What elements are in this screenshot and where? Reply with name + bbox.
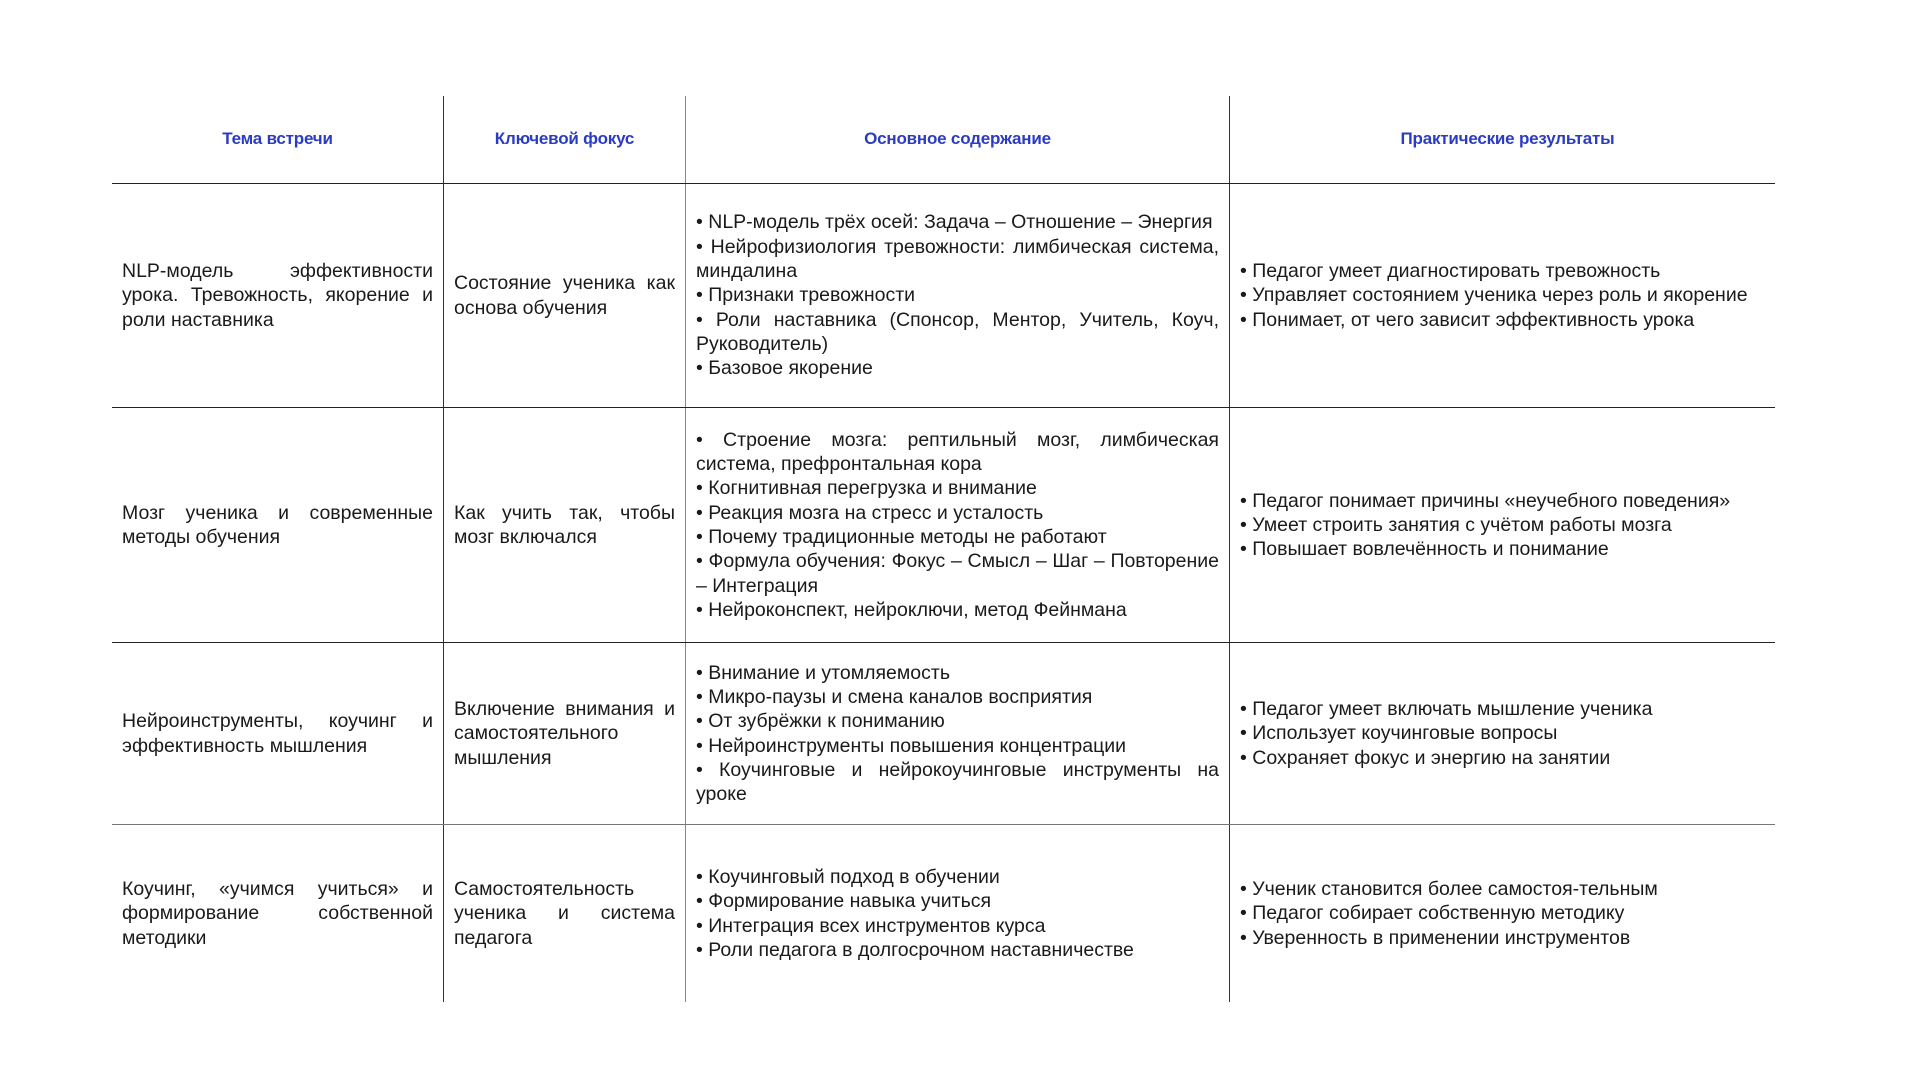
- content-item: • Нейрофизиология тревожности: лимбическая система, миндалина: [696, 235, 1219, 283]
- header-label: Тема встречи: [222, 129, 333, 149]
- header-results: [1230, 96, 1775, 183]
- table-row: [112, 408, 1775, 643]
- focus-text: Как учить так, чтобы мозг включался: [454, 501, 675, 548]
- content-item: • Нейроконспект, нейроключи, метод Фейнмана: [696, 598, 1127, 621]
- focus-text: Состояние ученика как основа обучения: [454, 272, 675, 319]
- topic-cell: [112, 825, 444, 1002]
- content-item: • Коучинговый подход в обучении: [696, 865, 1000, 888]
- result-item: • Уверенность в применении инструментов: [1240, 926, 1631, 949]
- focus-cell: [444, 643, 686, 824]
- result-item: • Повышает вовлечённость и понимание: [1240, 538, 1609, 561]
- content-item: • Реакция мозга на стресс и усталость: [696, 501, 1044, 524]
- result-item: • Ученик становится более самостоя-тельным: [1240, 878, 1658, 901]
- content-item: • Коучинговые и нейрокоучинговые инструменты на уроке: [696, 758, 1219, 806]
- table-row: [112, 184, 1775, 408]
- result-item: • Умеет строить занятия с учётом работы мозга: [1240, 513, 1672, 536]
- header-label: Основное содержание: [864, 129, 1051, 149]
- content-item: • Признаки тревожности: [696, 284, 916, 307]
- content-item: • Почему традиционные методы не работают: [696, 526, 1107, 548]
- result-item: • Педагог собирает собственную методику: [1240, 902, 1625, 925]
- result-item: • Педагог умеет включать мышление ученика: [1240, 698, 1653, 721]
- focus-cell: [444, 184, 686, 407]
- result-item: • Сохраняет фокус и энергию на занятии: [1240, 746, 1611, 769]
- header-topic: [112, 96, 444, 183]
- result-item: • Использует коучинговые вопросы: [1240, 722, 1558, 745]
- focus-cell: [444, 825, 686, 1002]
- results-cell: [1230, 825, 1775, 1002]
- topic-text: Мозг ученика и современные методы обучения: [122, 501, 433, 548]
- content-item: • Микро-паузы и смена каналов восприятия: [696, 685, 1093, 708]
- content-item: • NLP-модель трёх осей: Задача – Отношение – Энергия: [696, 211, 1213, 234]
- result-item: • Педагог умеет диагностировать тревожность: [1240, 260, 1661, 283]
- content-item: • Когнитивная перегрузка и внимание: [696, 477, 1037, 500]
- program-table: [112, 96, 1775, 1002]
- content-item: • Интеграция всех инструментов курса: [696, 914, 1046, 937]
- results-cell: [1230, 643, 1775, 824]
- results-cell: [1230, 408, 1775, 642]
- topic-cell: [112, 184, 444, 407]
- content-item: • Формирование навыка учиться: [696, 890, 992, 913]
- topic-text: Коучинг, «учимся учиться» и формирование собственной методики: [122, 878, 433, 949]
- content-item: • Базовое якорение: [696, 357, 873, 380]
- content-item: • Роли наставника (Спонсор, Ментор, Учитель, Коуч, Руководитель): [696, 308, 1219, 355]
- result-item: • Понимает, от чего зависит эффективность урока: [1240, 308, 1695, 331]
- content-cell: [686, 408, 1230, 642]
- result-item: • Управляет состоянием ученика через роль и якорение: [1240, 284, 1748, 307]
- content-cell: [686, 184, 1230, 407]
- content-item: • От зубрёжки к пониманию: [696, 710, 945, 733]
- content-item: • Внимание и утомляемость: [696, 661, 950, 684]
- focus-cell: [444, 408, 686, 642]
- table-header-row: [112, 96, 1775, 184]
- topic-text: Нейроинструменты, коучинг и эффективность мышления: [122, 710, 433, 757]
- header-content: [686, 96, 1230, 183]
- table-row: [112, 643, 1775, 825]
- focus-text: Самостоятельность ученика и система педагога: [454, 878, 675, 949]
- topic-text: NLP-модель эффективности урока. Тревожность, якорение и роли наставника: [122, 260, 433, 331]
- content-cell: [686, 643, 1230, 824]
- focus-text: Включение внимания и самостоятельного мышления: [454, 698, 675, 769]
- content-item: • Роли педагога в долгосрочном наставничестве: [696, 938, 1134, 961]
- content-item: • Нейроинструменты повышения концентрации: [696, 734, 1127, 757]
- header-label: Практические результаты: [1400, 129, 1615, 149]
- header-focus: [444, 96, 686, 183]
- table-row: [112, 825, 1775, 1002]
- content-item: • Формула обучения: Фокус – Смысл – Шаг – Повторение – Интеграция: [696, 550, 1219, 597]
- result-item: • Педагог понимает причины «неучебного поведения»: [1240, 489, 1731, 512]
- topic-cell: [112, 643, 444, 824]
- results-cell: [1230, 184, 1775, 407]
- content-cell: [686, 825, 1230, 1002]
- topic-cell: [112, 408, 444, 642]
- header-label: Ключевой фокус: [494, 129, 635, 149]
- content-item: • Строение мозга: рептильный мозг, лимбическая система, префронтальная кора: [696, 428, 1219, 476]
